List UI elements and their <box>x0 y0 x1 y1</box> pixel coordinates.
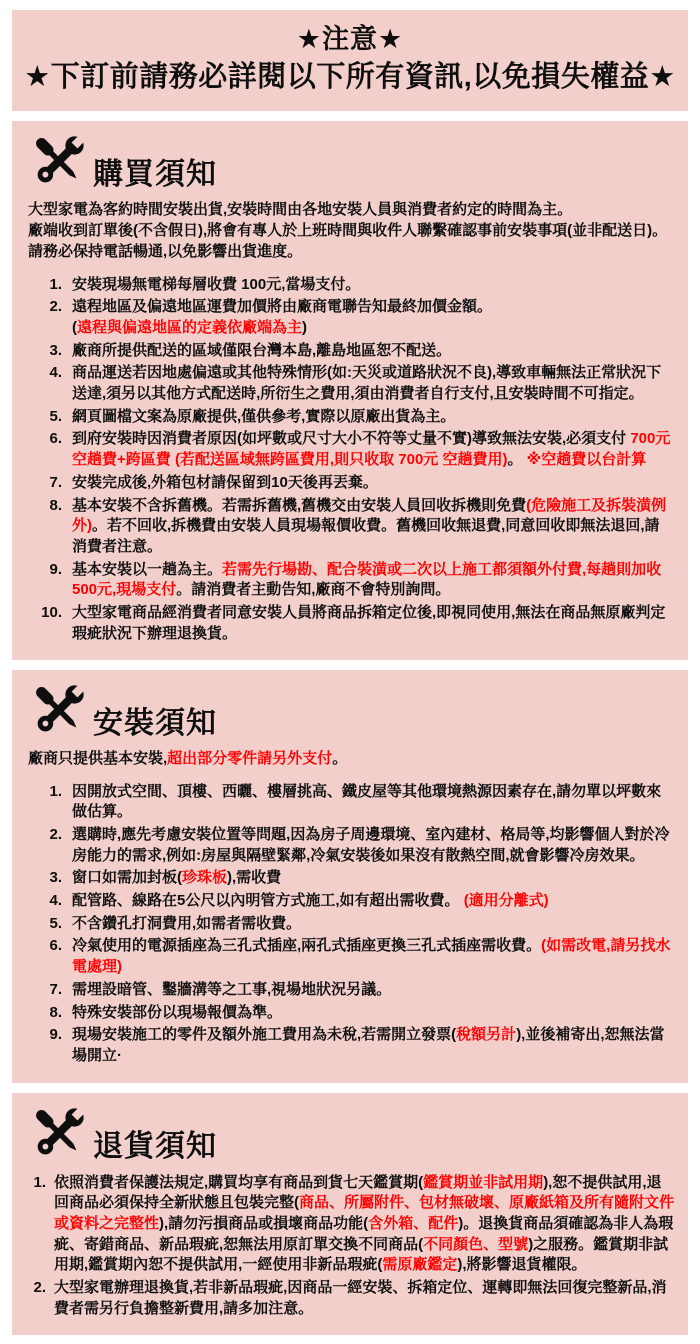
section-return-notice <box>12 1093 688 1336</box>
section-install-notice <box>12 670 688 1082</box>
notice-text: 大型家電辦理退換貨,若非新品瑕疵,因商品一經安裝、拆箱定位、運轉即無法回復完整新品,消費者需另行負擔整新費用,請多加注意。 <box>54 1279 667 1317</box>
intro-line <box>28 199 672 220</box>
section-intro <box>28 199 672 263</box>
notice-text: 廠商只提供基本安裝, <box>28 750 168 768</box>
list-item <box>26 407 674 428</box>
section-header <box>26 129 674 193</box>
list-item <box>26 914 674 935</box>
highlight-text: (若配送區域無跨區費用,則只收取 700元 空趟費用) <box>174 451 508 469</box>
notice-text: )之服務。鑑賞期非試用期,鑑賞期內恕不提供試用,一經使用非新品瑕疵( <box>54 1235 669 1274</box>
notice-text: ) <box>302 319 308 337</box>
highlight-text: 稅額另計 <box>456 1026 517 1044</box>
highlight-text: (如需改電,請另找水電處理) <box>72 937 671 976</box>
notice-list <box>26 275 674 645</box>
section-title: 購買須知 <box>93 157 217 191</box>
notice-text: 安裝現場無電梯每層收費 100元,當場支付。 <box>72 275 361 293</box>
attention-subtitle: ★下訂前請務必詳閱以下所有資訊,以免損失權益★ <box>24 61 676 94</box>
list-item <box>26 496 674 558</box>
notice-text: 需埋設暗管、鑿牆溝等之工事,視場地狀況另議。 <box>72 980 392 998</box>
notice-text: 因開放式空間、頂樓、西曬、樓層挑高、鐵皮屋等其他環境熱源因素存在,請勿單以坪數來做估算。 <box>72 782 662 821</box>
list-item <box>26 341 674 362</box>
intro-line <box>28 241 672 262</box>
highlight-text: 商品、所屬附件、包材無破壞、原廠紙箱及所有隨附文件或資料之完整性 <box>54 1194 675 1232</box>
highlight-text: (適用分離式) <box>463 892 549 910</box>
section-purchase-notice <box>12 121 688 661</box>
highlight-text: 700元空趟費+跨區費 <box>72 430 671 469</box>
notice-text: 依照消費者保護法規定,購買均享有商品到貨七天鑑賞期( <box>54 1173 424 1191</box>
attention-banner <box>12 10 688 111</box>
section-header <box>26 1101 674 1165</box>
notice-text: 。 <box>332 750 348 768</box>
notice-text: ),將影響退貨權限。 <box>457 1256 587 1274</box>
notice-text: ),恕不提供試用,退回商品必須保持全新狀態且包裝完整( <box>54 1173 662 1212</box>
notice-text: 。若不回收,拆機費由安裝人員現場報價收費。舊機回收無退費,同意回收即無法退回,請消費者注意。 <box>72 517 660 555</box>
list-item <box>26 1173 674 1276</box>
notice-text: 基本安裝不含拆舊機。若需拆舊機,舊機交由安裝人員回收拆機則免費 <box>72 496 527 514</box>
notice-text: 不含鑽孔打洞費用,如需者需收費。 <box>72 914 302 932</box>
highlight-text: 鑑賞期並非試用期 <box>423 1173 544 1191</box>
notice-text: 請務必保持電話暢通,以免影響出貨進度。 <box>28 243 303 261</box>
crossed-wrench-screwdriver-icon <box>26 1101 92 1165</box>
highlight-text: 珍珠板 <box>182 869 228 887</box>
list-item <box>26 782 674 823</box>
section-header <box>26 678 674 742</box>
intro-line <box>28 220 672 241</box>
list-item <box>26 603 674 644</box>
attention-title: ★注意★ <box>296 24 404 54</box>
highlight-text: 含外箱、配件 <box>368 1214 459 1232</box>
list-item <box>26 1003 674 1024</box>
notice-list <box>26 782 674 1067</box>
section-intro <box>28 748 672 769</box>
list-item <box>26 429 674 470</box>
list-item <box>26 825 674 866</box>
list-item <box>26 1025 674 1066</box>
notice-text: 大型家電為客約時間安裝出貨,安裝時間由各地安裝人員與消費者約定的時間為主。 <box>28 200 573 218</box>
section-title: 退貨須知 <box>93 1129 217 1163</box>
list-item <box>26 297 674 338</box>
list-item <box>26 1278 674 1319</box>
notice-text: 網頁圖檔文案為原廠提供,僅供參考,實際以原廠出貨為主。 <box>72 407 456 425</box>
list-item <box>26 980 674 1001</box>
list-item <box>26 473 674 494</box>
notice-text: 窗口如需加封板( <box>72 869 182 887</box>
notice-text: 商品運送若因地處偏遠或其他特殊情形(如:天災或道路狀況不良),導致車輛無法正常狀況下送達,須另以其他方式配送時,所衍生之費用,須由消費者自行支付,且安裝時間不可指定。 <box>72 364 662 403</box>
notice-text: 廠商所提供配送的區域僅限台灣本島,離島地區恕不配送。 <box>72 341 452 359</box>
notice-text: ( <box>72 319 77 337</box>
list-item <box>26 560 674 601</box>
notice-text: 選購時,應先考慮安裝位置等問題,因為房子周邊環境、室內建材、格局等,均影響個人對於冷房能力的需求,例如:房屋與隔壁緊鄰,冷氣安裝後如果沒有散熱空間,就會影響冷房效果。 <box>72 826 670 864</box>
highlight-text: 超出部分零件請另外支付 <box>167 750 333 768</box>
notice-text: 到府安裝時因消費者原因(如坪數或尺寸大小不符等丈量不實)導致無法安裝,必須支付 <box>72 430 631 448</box>
highlight-text: (危險施工及拆裝潢例外) <box>72 496 667 535</box>
notice-list <box>26 1173 674 1320</box>
notice-text: 。請消費者主動告知,廠商不會特別詢問。 <box>176 581 451 599</box>
list-item <box>26 891 674 912</box>
notice-text: ),需收費 <box>227 869 282 887</box>
list-item <box>26 363 674 404</box>
list-item <box>26 275 674 296</box>
notice-text: ),並後補寄出,恕無法當場開立· <box>72 1026 665 1064</box>
list-item <box>26 936 674 977</box>
notice-text: ),請勿污損商品或損壞商品功能( <box>159 1214 369 1232</box>
notice-text: 廠端收到訂單後(不含假日),將會有專人於上班時間與收件人聯繫確認事前安裝事項(並非配送日)。 <box>28 222 668 240</box>
notice-text: 大型家電商品經消費者同意安裝人員將商品拆箱定位後,即視同使用,無法在商品無原廠判定瑕疵狀況下辦理退換貨。 <box>72 603 666 642</box>
notice-text: 。 <box>507 451 527 469</box>
section-title: 安裝須知 <box>93 707 217 741</box>
crossed-wrench-screwdriver-icon <box>26 129 92 193</box>
notice-text: )。退換貨商品須確認為非人為瑕疵、寄錯商品、新品瑕疵,恕無法用原訂單交換不同商品( <box>54 1214 674 1253</box>
list-item <box>26 868 674 889</box>
highlight-text: 不同顏色、型號 <box>423 1235 529 1253</box>
notice-text: 現場安裝施工的零件及額外施工費用為未稅,若需開立發票( <box>72 1026 457 1044</box>
highlight-text: ※空趟費以台計算 <box>526 451 647 469</box>
notice-text: 配管路、線路在5公尺以內明管方式施工,如有超出需收費。 <box>72 892 464 910</box>
notice-text: 基本安裝以一趟為主。 <box>72 560 223 578</box>
highlight-text: 若需先行場勘、配合裝潢或二次以上施工都須額外付費,每趟則加收 500元,現場支付 <box>72 560 662 599</box>
crossed-wrench-screwdriver-icon <box>26 678 92 742</box>
highlight-text: 需原廠鑑定 <box>382 1256 458 1274</box>
notice-text: 安裝完成後,外箱包材請保留到10天後再丟棄。 <box>72 473 378 491</box>
highlight-text: 遠程與偏遠地區的定義依廠端為主 <box>77 319 303 337</box>
notice-text: 特殊安裝部份以現場報價為準。 <box>72 1003 283 1021</box>
notice-text: 遠程地區及偏遠地區運費加價將由廠商電聯告知最終加價金額。 <box>72 298 493 316</box>
notice-text: 冷氣使用的電源插座為三孔式插座,兩孔式插座更換三孔式插座需收費。 <box>72 937 542 955</box>
intro-line <box>28 748 672 769</box>
